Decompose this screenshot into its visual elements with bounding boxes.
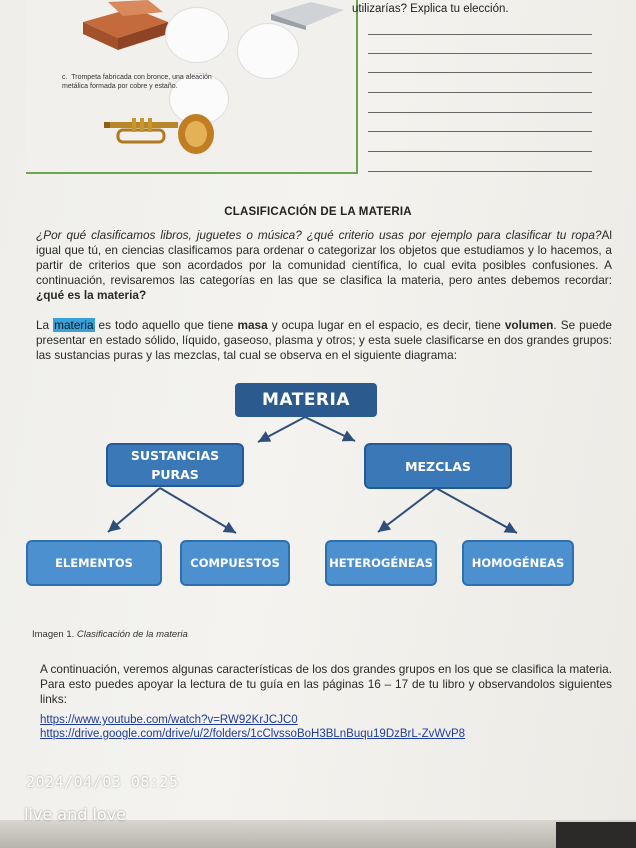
answer-circle [166,8,228,62]
figure-label: Imagen 1. [32,629,75,640]
answer-line[interactable] [368,151,592,152]
intro-text: Al igual que tú, en ciencias clasificamos para ordenar o categorizar los objetos que estudiamos y lo hacemos, a partir de criterios que son acordados por la comunidad científica, lo cual evita posibles confusiones. A continuación, revisaremos las categorías en las que se clasifica la materia, pero antes debemos recordar: [36,228,612,287]
answer-line[interactable] [368,131,592,132]
arrow-root-left [258,417,305,442]
highlight-materia: materia [54,318,94,332]
answer-line[interactable] [368,171,592,172]
answer-line[interactable] [368,53,592,54]
definition-text: La [36,318,54,332]
diagram-sustancias-puras: SUSTANCIAS PURAS [106,443,244,487]
arrow-right-leaf3 [378,488,436,532]
diagram-homogeneas: HOMOGÉNEAS [462,540,574,586]
answer-line[interactable] [368,112,592,113]
bold-volumen: volumen [504,318,554,332]
answer-line[interactable] [368,34,592,35]
trumpet-illustration [104,112,219,162]
answer-line[interactable] [368,72,592,73]
answer-circle [238,24,298,78]
illustration-caption [62,74,232,91]
diagram-root-materia: MATERIA [235,383,377,417]
figure-caption-text: Clasificación de la materia [76,629,188,640]
definition-text: es todo aquello que tiene [94,318,238,332]
drive-link[interactable]: https://drive.google.com/drive/u/2/folders/1cClvssoBoH3BLnBuqu19DzBrL-ZvWvP8 [40,728,466,740]
arrow-left-leaf2 [160,488,236,533]
youtube-link[interactable]: https://www.youtube.com/watch?v=RW92KrJCJC0 [40,714,298,726]
arrow-left-leaf1 [108,488,160,532]
intro-paragraph [36,228,612,303]
timestamp-overlay: 2024/04/03 08:25 [26,773,179,791]
continuation-paragraph: A continuación, veremos algunas características de los dos grandes grupos en los que se clasifica la materia. Para esto puedes apoyar la lectura de tu guía en las páginas 16 – 17 de tu libro y observandolos siguientes links: [40,662,612,706]
intro-question-bold: ¿qué es la materia? [36,288,147,302]
question-text: utilizarías? Explica tu elección. [352,3,509,15]
figure-caption [32,629,188,640]
definition-text: y ocupa lugar en el espacio, es decir, tiene [267,318,505,332]
arrow-right-leaf4 [436,488,517,533]
brick-illustration [78,0,173,50]
diagram-compuestos: COMPUESTOS [180,540,290,586]
silver-bar-illustration [266,0,346,30]
caption-text: Trompeta fabricada con bronce, una aleación metálica formada por cobre y estaño. [62,74,212,90]
caption-prefix: c. [62,74,68,81]
illustration-panel [26,0,358,174]
background-corner [556,822,636,848]
bold-masa: masa [237,318,268,332]
intro-question-italic: ¿Por qué clasificamos libros, juguetes o música? ¿qué criterio usas por ejemplo para clasificar tu ropa? [36,228,602,242]
diagram-heterogeneas: HETEROGÉNEAS [325,540,437,586]
definition-paragraph [36,318,612,363]
watermark-overlay: live and love [24,805,127,824]
page-bottom-shadow [0,820,636,848]
answer-line[interactable] [368,92,592,93]
arrow-root-right [305,417,355,441]
diagram-elementos: ELEMENTOS [26,540,162,586]
section-title: CLASIFICACIÓN DE LA MATERIA [224,206,412,218]
diagram-mezclas: MEZCLAS [364,443,512,489]
definition-text: . Se puede presentar en estado sólido, líquido, gaseoso, plasma y otros; y esta suele clasificarse en dos grandes grupos: las sustancias puras y las mezclas, tal cual se observa en el siguiente diagrama: [36,318,612,362]
